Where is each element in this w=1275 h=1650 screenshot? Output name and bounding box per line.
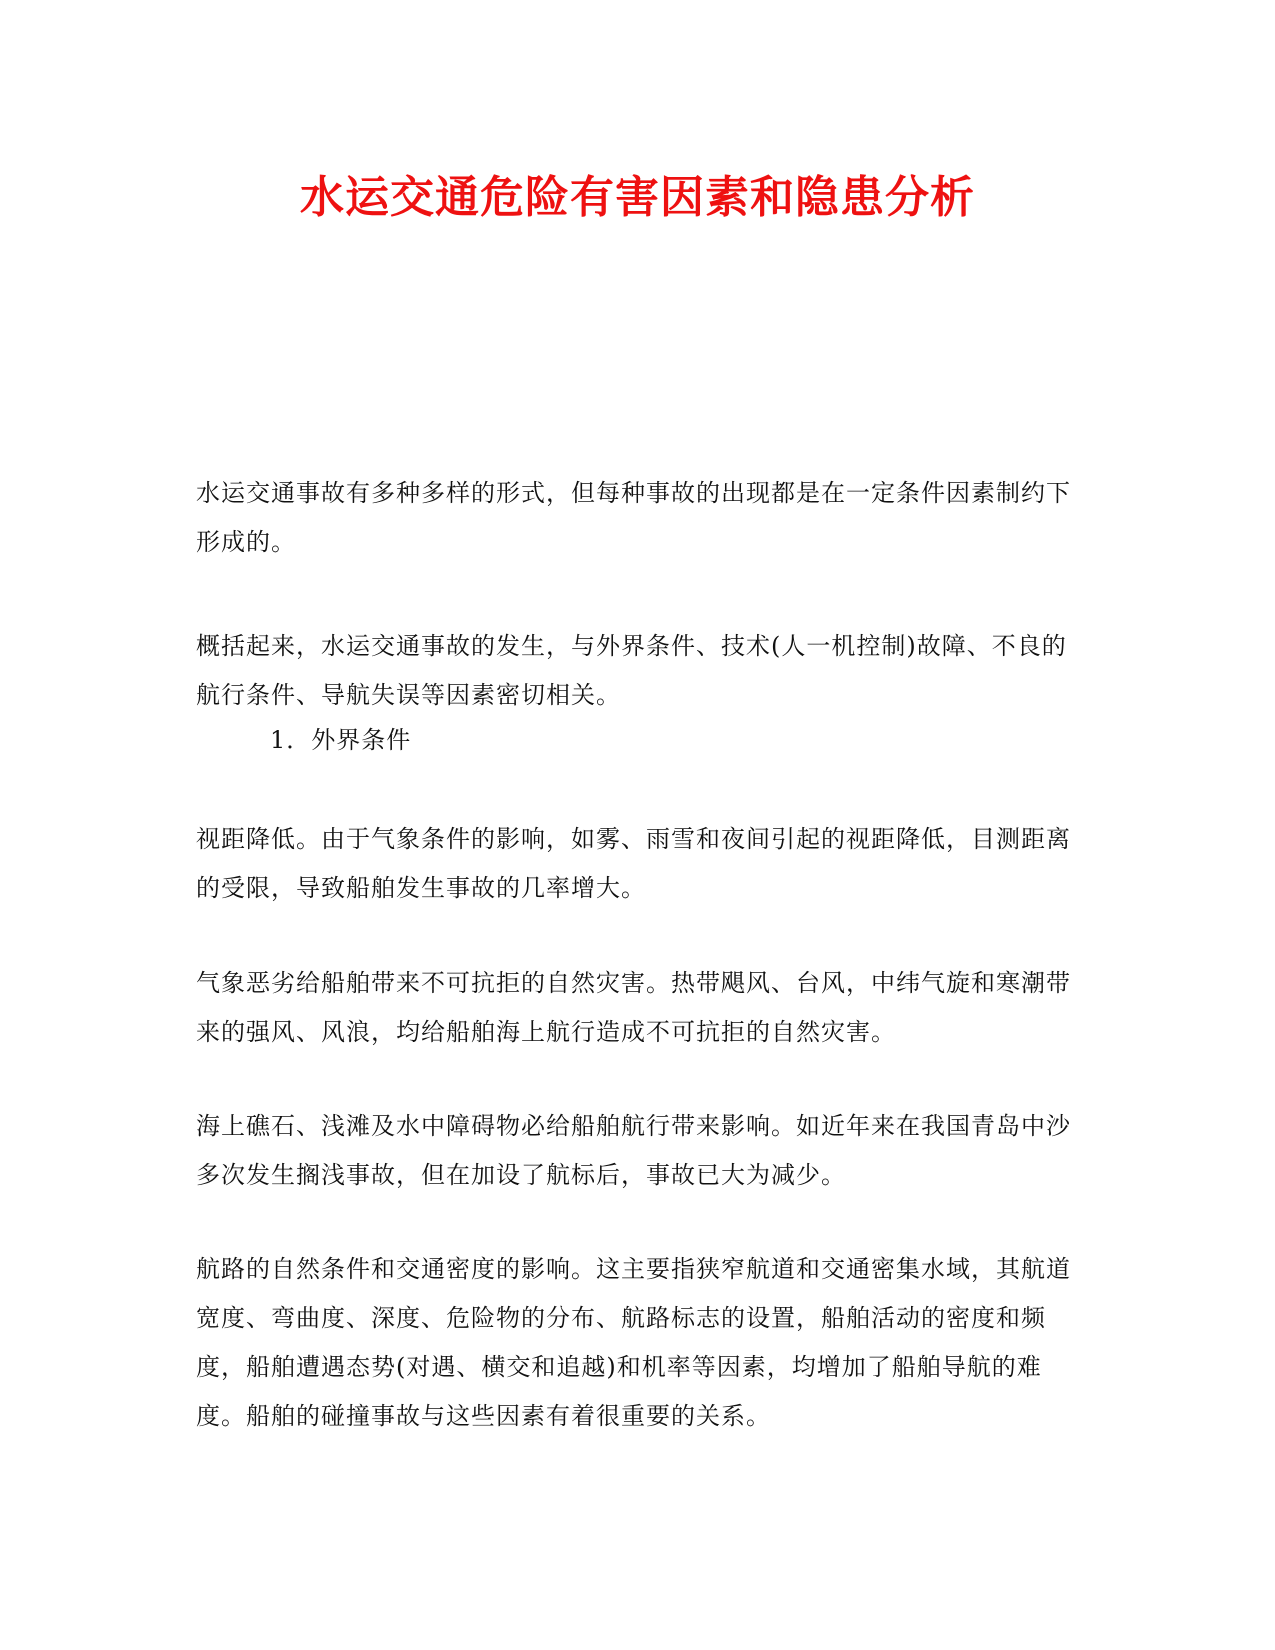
document-title: 水运交通危险有害因素和隐患分析 — [300, 172, 975, 223]
section-heading: 1．外界条件 — [270, 726, 412, 754]
paragraph-visibility: 视距降低。由于气象条件的影响，如雾、雨雪和夜间引起的视距降低，目测距离的受限，导致船舶发生事故的几率增大。 — [196, 825, 1071, 902]
paragraph-intro: 水运交通事故有多种多样的形式，但每种事故的出现都是在一定条件因素制约下形成的。 — [196, 479, 1071, 556]
paragraph-route-conditions: 航路的自然条件和交通密度的影响。这主要指狭窄航道和交通密集水域，其航道宽度、弯曲度、深度、危险物的分布、航路标志的设置，船舶活动的密度和频度，船舶遭遇态势(对遇、横交和追越)和机率等因素，均增加了船舶导航的难度。船舶的碰撞事故与这些因素有着很重要的关系。 — [196, 1255, 1071, 1430]
paragraph-reefs: 海上礁石、浅滩及水中障碍物必给船舶航行带来影响。如近年来在我国青岛中沙多次发生搁浅事故，但在加设了航标后，事故已大为减少。 — [196, 1112, 1071, 1189]
paragraph-summary: 概括起来，水运交通事故的发生，与外界条件、技术(人一机控制)故障、不良的航行条件、导航失误等因素密切相关。 — [196, 632, 1067, 709]
paragraph-weather: 气象恶劣给船舶带来不可抗拒的自然灾害。热带飓风、台风，中纬气旋和寒潮带来的强风、风浪，均给船舶海上航行造成不可抗拒的自然灾害。 — [196, 969, 1071, 1046]
